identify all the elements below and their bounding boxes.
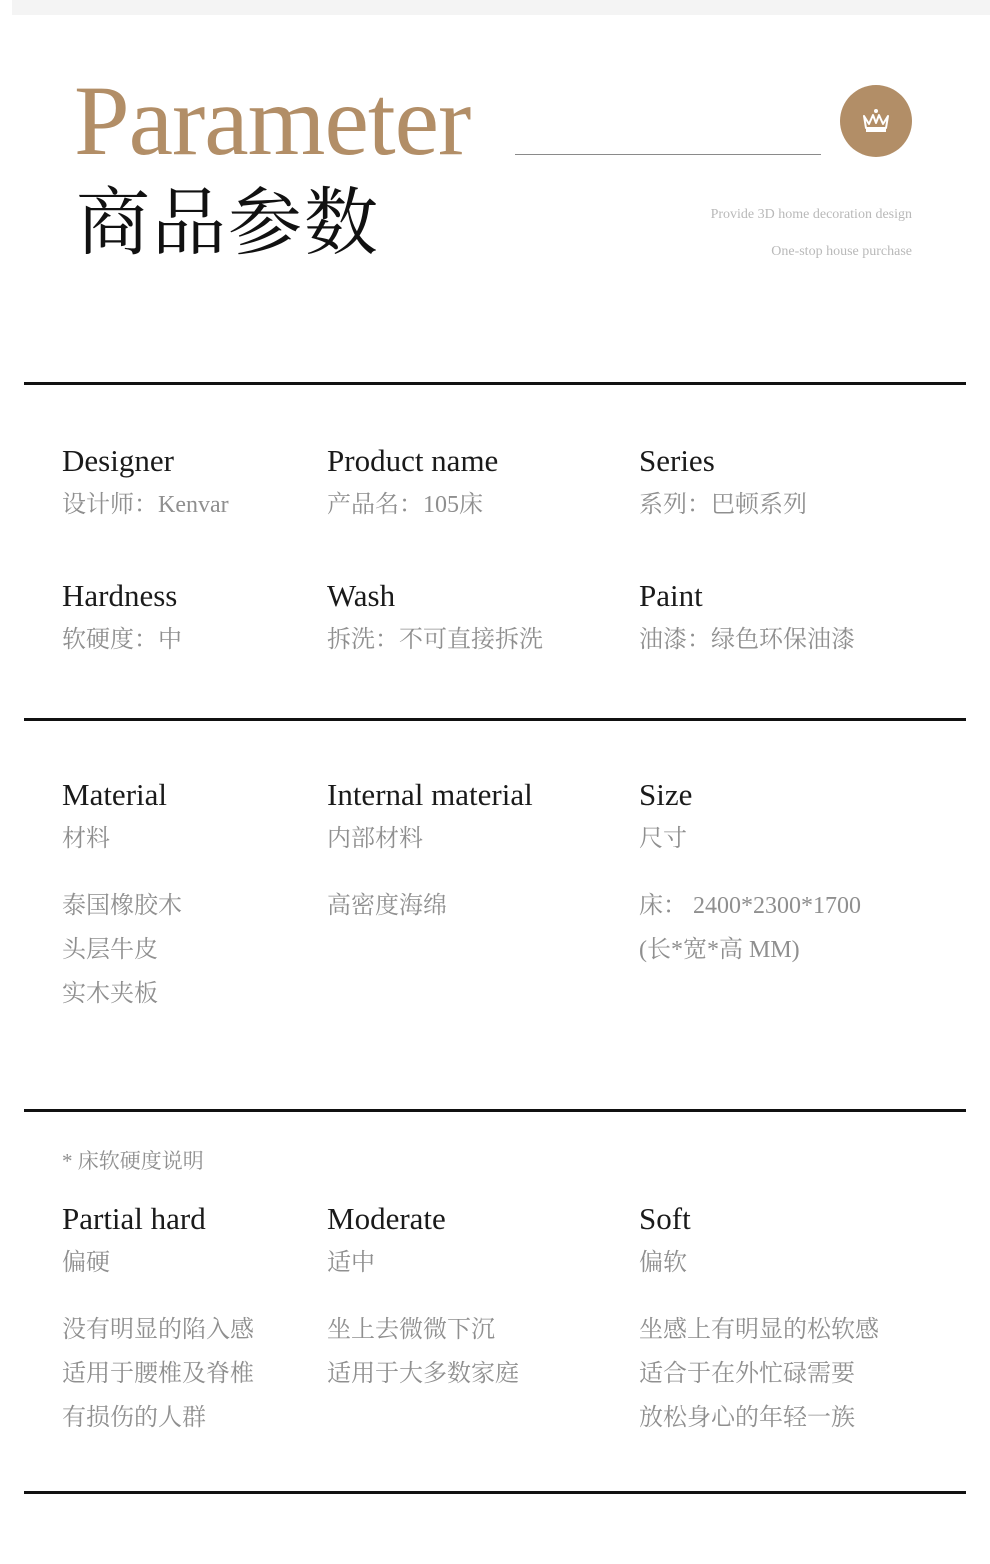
page-title-en: Parameter bbox=[74, 65, 471, 176]
param-value: 产品名：105床 bbox=[327, 492, 483, 518]
param-designer bbox=[62, 442, 362, 520]
material-list bbox=[62, 884, 182, 1016]
hardness-label: Moderate bbox=[327, 1201, 446, 1236]
param-value: 系列：巴顿系列 bbox=[639, 492, 807, 518]
divider bbox=[24, 718, 966, 721]
top-bar bbox=[12, 0, 990, 15]
crown-icon bbox=[861, 108, 891, 134]
list-item: 床： 2400*2300*1700 bbox=[639, 893, 861, 919]
material-label: Material bbox=[62, 777, 168, 812]
internal-material-label-cn: 内部材料 bbox=[327, 826, 423, 852]
divider bbox=[24, 382, 966, 385]
list-item: 适用于腰椎及脊椎 bbox=[62, 1361, 254, 1387]
param-label: Hardness bbox=[62, 578, 178, 613]
partial-hard-description bbox=[62, 1308, 254, 1440]
list-item: 坐上去微微下沉 bbox=[327, 1317, 495, 1343]
param-label: Series bbox=[639, 443, 715, 478]
hardness-partial-hard bbox=[62, 1200, 362, 1278]
hardness-label-cn: 偏软 bbox=[639, 1250, 687, 1276]
param-value: 油漆：绿色环保油漆 bbox=[639, 627, 855, 653]
list-item: 放松身心的年轻一族 bbox=[639, 1405, 855, 1431]
list-item: (长*宽*高 MM) bbox=[639, 937, 800, 963]
divider bbox=[24, 1491, 966, 1494]
divider bbox=[24, 1109, 966, 1112]
hardness-label: Partial hard bbox=[62, 1201, 206, 1236]
param-label: Designer bbox=[62, 443, 174, 478]
material-label-cn: 材料 bbox=[62, 826, 110, 852]
hardness-label: Soft bbox=[639, 1201, 691, 1236]
param-label: Product name bbox=[327, 443, 499, 478]
page-title-cn: 商品参数 bbox=[76, 180, 380, 266]
param-value: 设计师：Kenvar bbox=[62, 492, 229, 518]
title-rule bbox=[515, 154, 821, 155]
soft-description bbox=[639, 1308, 879, 1440]
param-series bbox=[639, 442, 939, 520]
param-label: Wash bbox=[327, 578, 396, 613]
internal-material-list bbox=[327, 884, 447, 928]
list-item: 适用于大多数家庭 bbox=[327, 1361, 519, 1387]
list-item: 泰国橡胶木 bbox=[62, 893, 182, 919]
list-item: 适合于在外忙碌需要 bbox=[639, 1361, 855, 1387]
size-list bbox=[639, 884, 861, 972]
param-product-name bbox=[327, 442, 627, 520]
size-label: Size bbox=[639, 777, 693, 812]
size-label-cn: 尺寸 bbox=[639, 826, 687, 852]
list-item: 高密度海绵 bbox=[327, 893, 447, 919]
tagline-purchase: One-stop house purchase bbox=[771, 244, 912, 259]
list-item: 坐感上有明显的松软感 bbox=[639, 1317, 879, 1343]
param-paint bbox=[639, 577, 939, 655]
hardness-label-cn: 适中 bbox=[327, 1250, 375, 1276]
crown-badge bbox=[840, 85, 912, 157]
hardness-moderate bbox=[327, 1200, 627, 1278]
list-item: 没有明显的陷入感 bbox=[62, 1317, 254, 1343]
tagline-design: Provide 3D home decoration design bbox=[710, 207, 912, 222]
list-item: 头层牛皮 bbox=[62, 937, 158, 963]
list-item: 有损伤的人群 bbox=[62, 1405, 206, 1431]
internal-material-header bbox=[327, 776, 627, 854]
param-label: Paint bbox=[639, 578, 703, 613]
moderate-description bbox=[327, 1308, 519, 1396]
internal-material-label: Internal material bbox=[327, 777, 533, 812]
param-wash bbox=[327, 577, 627, 655]
param-value: 拆洗：不可直接拆洗 bbox=[327, 627, 543, 653]
hardness-note: * 床软硬度说明 bbox=[62, 1149, 204, 1173]
hardness-soft bbox=[639, 1200, 939, 1278]
hardness-label-cn: 偏硬 bbox=[62, 1250, 110, 1276]
size-header bbox=[639, 776, 939, 854]
list-item: 实木夹板 bbox=[62, 981, 158, 1007]
param-value: 软硬度：中 bbox=[62, 627, 182, 653]
param-hardness bbox=[62, 577, 362, 655]
material-header bbox=[62, 776, 362, 854]
